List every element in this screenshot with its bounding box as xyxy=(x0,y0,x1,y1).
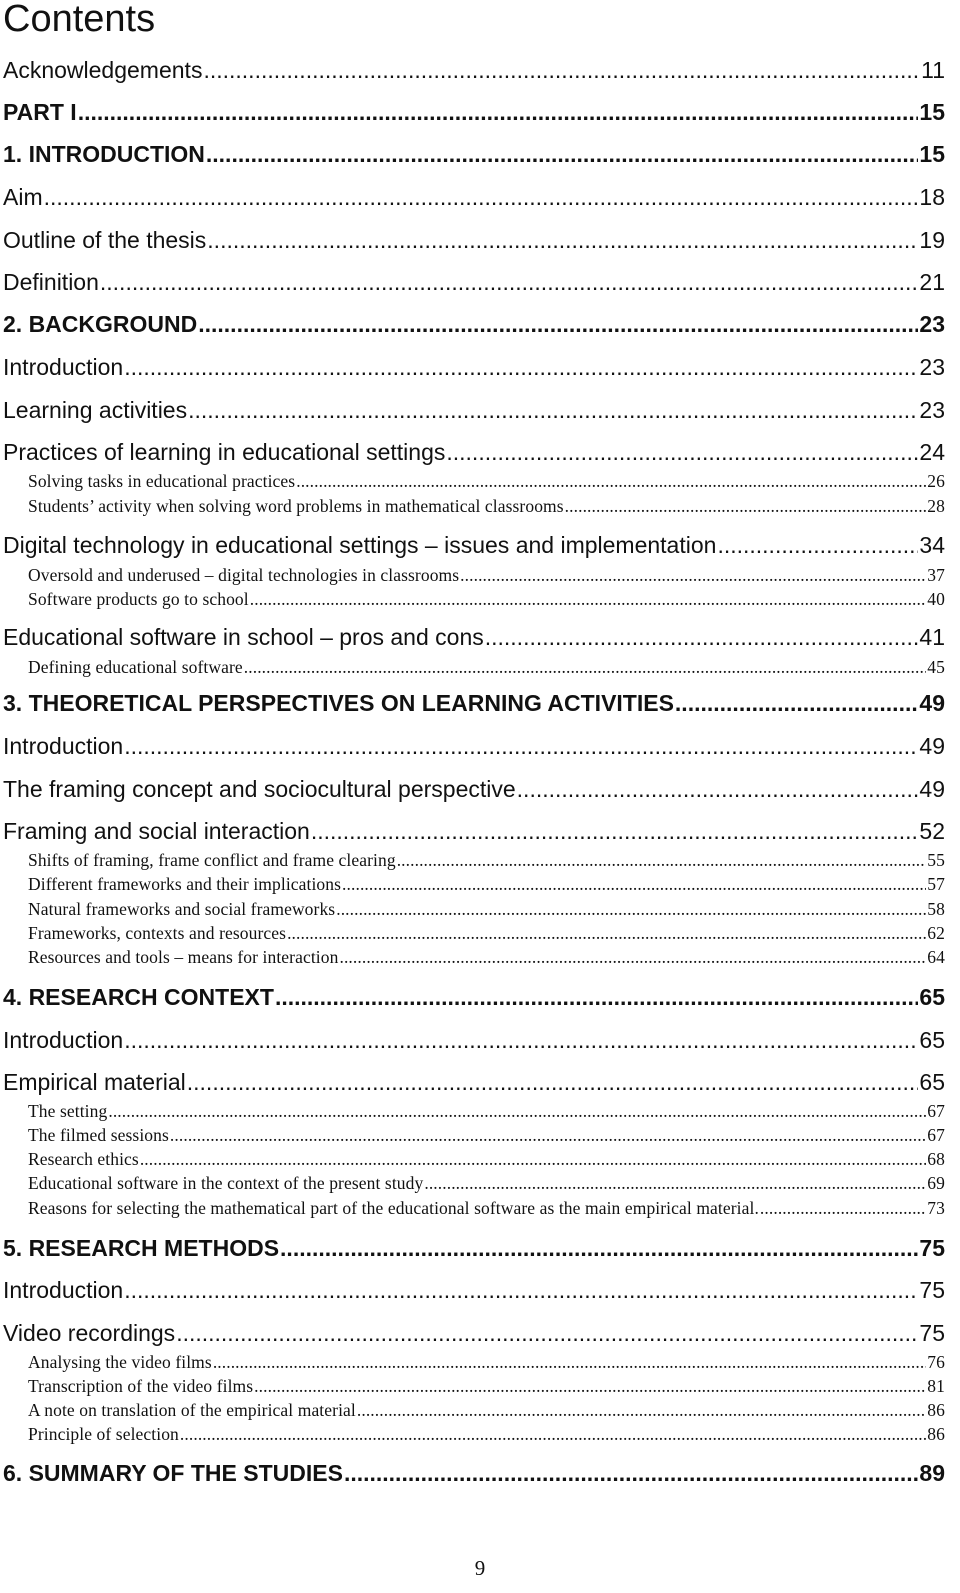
toc-dot-leader xyxy=(280,1233,918,1263)
toc-entry-title: Aim xyxy=(3,184,43,210)
toc-dot-leader xyxy=(180,1423,926,1445)
toc-entry-page: 67 xyxy=(927,1101,945,1121)
toc-entry[interactable] xyxy=(3,139,945,169)
toc-subentry[interactable] xyxy=(28,656,945,678)
toc-entry-title: Students’ activity when solving word problems in mathematical classrooms xyxy=(28,496,564,516)
toc-entry[interactable] xyxy=(3,182,945,212)
toc-entry-title: 1. INTRODUCTION xyxy=(3,141,205,167)
toc-entry[interactable] xyxy=(3,1458,945,1488)
toc-entry-title: Transcription of the video films xyxy=(28,1376,254,1396)
toc-dot-leader xyxy=(424,1172,926,1194)
toc-entry-title: Video recordings xyxy=(3,1320,176,1346)
toc-entry-title: Practices of learning in educational settings xyxy=(3,439,446,465)
toc-entry-page: 62 xyxy=(927,923,945,943)
toc-entry-page: 23 xyxy=(919,354,945,380)
toc-subentry[interactable] xyxy=(28,495,945,517)
toc-entry-page: 15 xyxy=(919,141,945,167)
toc-entry-page: 52 xyxy=(919,818,945,844)
toc-dot-leader xyxy=(44,182,919,212)
toc-entry-title: Educational software in the context of the present study xyxy=(28,1173,424,1193)
toc-subentry[interactable] xyxy=(28,564,945,586)
toc-entry-page: 49 xyxy=(919,776,945,802)
toc-entry-page: 65 xyxy=(919,1069,945,1095)
toc-entry-title: Empirical material xyxy=(3,1069,186,1095)
toc-entry-page: 24 xyxy=(919,439,945,465)
toc-subentry[interactable] xyxy=(28,1351,945,1373)
toc-entry-page: 64 xyxy=(927,947,945,967)
toc-entry[interactable] xyxy=(3,774,945,804)
toc-entry-page: 86 xyxy=(927,1400,945,1420)
toc-entry-title: Frameworks, contexts and resources xyxy=(28,923,287,943)
toc-entry-title: Acknowledgements xyxy=(3,57,203,83)
toc-entry-title: Reasons for selecting the mathematical part of the educational software as the main empirical material. xyxy=(28,1198,759,1218)
toc-entry-page: 65 xyxy=(919,984,945,1010)
toc-entry[interactable] xyxy=(3,1275,945,1305)
toc-entry-title: Definition xyxy=(3,269,99,295)
toc-dot-leader xyxy=(250,588,927,610)
toc-entry-title: The framing concept and sociocultural perspective xyxy=(3,776,516,802)
toc-entry-title: Outline of the thesis xyxy=(3,227,207,253)
toc-entry[interactable] xyxy=(3,1318,945,1348)
toc-subentry[interactable] xyxy=(28,1148,945,1170)
toc-entry-page: 76 xyxy=(927,1352,945,1372)
toc-entry-title: Shifts of framing, frame conflict and frame clearing xyxy=(28,850,396,870)
toc-subentry[interactable] xyxy=(28,946,945,968)
toc-entry-title: PART I xyxy=(3,99,77,125)
toc-dot-leader xyxy=(244,656,927,678)
toc-entry-title: Solving tasks in educational practices xyxy=(28,471,296,491)
toc-entry-title: A note on translation of the empirical material xyxy=(28,1400,356,1420)
toc-entry[interactable] xyxy=(3,1067,945,1097)
toc-dot-leader xyxy=(100,267,919,297)
toc-entry[interactable] xyxy=(3,731,945,761)
toc-subentry[interactable] xyxy=(28,1197,945,1219)
toc-entry-title: Learning activities xyxy=(3,397,188,423)
toc-entry[interactable] xyxy=(3,55,945,85)
toc-entry-title: Analysing the video films xyxy=(28,1352,212,1372)
toc-dot-leader xyxy=(206,139,919,169)
toc-dot-leader xyxy=(188,395,918,425)
toc-entry-page: 65 xyxy=(919,1027,945,1053)
toc-entry[interactable] xyxy=(3,267,945,297)
toc-entry-title: Software products go to school xyxy=(28,589,249,609)
toc-entry-page: 75 xyxy=(919,1320,945,1346)
toc-entry[interactable] xyxy=(3,1025,945,1055)
toc-entry[interactable] xyxy=(3,1233,945,1263)
toc-entry-title: Introduction xyxy=(3,354,124,380)
toc-dot-leader xyxy=(108,1100,926,1122)
toc-entry[interactable] xyxy=(3,352,945,382)
toc-subentry[interactable] xyxy=(28,470,945,492)
page-number: 9 xyxy=(474,1556,486,1580)
toc-dot-leader xyxy=(287,922,926,944)
toc-entry-title: Principle of selection xyxy=(28,1424,179,1444)
toc-dot-leader xyxy=(342,873,926,895)
toc-dot-leader xyxy=(565,495,927,517)
toc-entry-title: The setting xyxy=(28,1101,108,1121)
toc-entry-page: 75 xyxy=(919,1277,945,1303)
toc-entry-title: Different frameworks and their implications xyxy=(28,874,342,894)
toc-dot-leader xyxy=(311,816,919,846)
toc-entry-page: 57 xyxy=(927,874,945,894)
toc-entry-page: 23 xyxy=(919,397,945,423)
toc-entry-page: 73 xyxy=(927,1198,945,1218)
toc-dot-leader xyxy=(485,622,919,652)
toc-entry[interactable] xyxy=(3,97,945,127)
toc-entry-title: 6. SUMMARY OF THE STUDIES xyxy=(3,1460,343,1486)
toc-entry-page: 58 xyxy=(927,899,945,919)
toc-entry-page: 34 xyxy=(919,532,945,558)
toc-entry-page: 86 xyxy=(927,1424,945,1444)
toc-dot-leader xyxy=(213,1351,926,1373)
toc-entry-page: 67 xyxy=(927,1125,945,1145)
toc-dot-leader xyxy=(124,352,918,382)
toc-entry[interactable] xyxy=(3,622,945,652)
toc-entry-page: 40 xyxy=(927,589,945,609)
toc-entry-title: 2. BACKGROUND xyxy=(3,311,198,337)
toc-dot-leader xyxy=(275,982,918,1012)
toc-dot-leader xyxy=(344,1458,918,1488)
toc-entry[interactable] xyxy=(3,437,945,467)
toc-entry-page: 49 xyxy=(919,733,945,759)
toc-entry-title: Defining educational software xyxy=(28,657,243,677)
toc-dot-leader xyxy=(760,1197,926,1219)
toc-dot-leader xyxy=(675,688,918,718)
toc-entry-title: 4. RESEARCH CONTEXT xyxy=(3,984,274,1010)
toc-dot-leader xyxy=(397,849,927,871)
toc-entry[interactable] xyxy=(3,225,945,255)
toc-entry-page: 26 xyxy=(927,471,945,491)
toc-dot-leader xyxy=(207,225,918,255)
toc-dot-leader xyxy=(254,1375,926,1397)
toc-entry-page: 28 xyxy=(927,496,945,516)
toc-dot-leader xyxy=(336,898,926,920)
toc-dot-leader xyxy=(124,1025,918,1055)
toc-subentry[interactable] xyxy=(28,873,945,895)
toc-entry-page: 55 xyxy=(927,850,945,870)
toc-subentry[interactable] xyxy=(28,898,945,920)
toc-dot-leader xyxy=(203,55,920,85)
toc-entry-page: 75 xyxy=(919,1235,945,1261)
toc-entry-title: 3. THEORETICAL PERSPECTIVES ON LEARNING ACTIVITIES xyxy=(3,690,674,716)
toc-subentry[interactable] xyxy=(28,1375,945,1397)
toc-entry-title: Framing and social interaction xyxy=(3,818,310,844)
toc-entry[interactable] xyxy=(3,530,945,560)
toc-dot-leader xyxy=(187,1067,919,1097)
toc-subentry[interactable] xyxy=(28,1100,945,1122)
toc-dot-leader xyxy=(198,309,918,339)
toc-dot-leader xyxy=(517,774,919,804)
toc-entry-page: 19 xyxy=(919,227,945,253)
toc-entry-page: 81 xyxy=(927,1376,945,1396)
toc-dot-leader xyxy=(176,1318,918,1348)
toc-dot-leader xyxy=(170,1124,926,1146)
toc-entry-page: 18 xyxy=(919,184,945,210)
toc-dot-leader xyxy=(460,564,926,586)
toc-entry-page: 21 xyxy=(919,269,945,295)
toc-entry-title: 5. RESEARCH METHODS xyxy=(3,1235,280,1261)
toc-entry-page: 49 xyxy=(919,690,945,716)
toc-entry-title: Digital technology in educational settings – issues and implementation xyxy=(3,532,717,558)
toc-entry-page: 11 xyxy=(921,57,945,83)
toc-entry[interactable] xyxy=(3,395,945,425)
toc-dot-leader xyxy=(124,731,918,761)
toc-subentry[interactable] xyxy=(28,1172,945,1194)
toc-entry-title: Introduction xyxy=(3,733,124,759)
toc-dot-leader xyxy=(124,1275,918,1305)
toc-subentry[interactable] xyxy=(28,588,945,610)
toc-entry-page: 15 xyxy=(919,99,945,125)
toc-subentry[interactable] xyxy=(28,1399,945,1421)
toc-entry-title: The filmed sessions xyxy=(28,1125,169,1145)
toc-entry-title: Introduction xyxy=(3,1277,124,1303)
toc-entry-title: Research ethics xyxy=(28,1149,139,1169)
toc-dot-leader xyxy=(339,946,926,968)
toc-entry-page: 89 xyxy=(919,1460,945,1486)
toc-subentry[interactable] xyxy=(28,1124,945,1146)
toc-entry-page: 45 xyxy=(927,657,945,677)
toc-entry-title: Introduction xyxy=(3,1027,124,1053)
toc-entry-title: Resources and tools – means for interaction xyxy=(28,947,339,967)
toc-entry[interactable] xyxy=(3,309,945,339)
toc-dot-leader xyxy=(717,530,918,560)
toc-dot-leader xyxy=(357,1399,926,1421)
toc-entry-page: 37 xyxy=(927,565,945,585)
toc-entry-page: 23 xyxy=(919,311,945,337)
toc-subentry[interactable] xyxy=(28,849,945,871)
toc-entry-title: Oversold and underused – digital technologies in classrooms xyxy=(28,565,460,585)
toc-subentry[interactable] xyxy=(28,1423,945,1445)
toc-entry[interactable] xyxy=(3,982,945,1012)
toc-entry-title: Natural frameworks and social frameworks xyxy=(28,899,336,919)
toc-entry-page: 69 xyxy=(927,1173,945,1193)
toc-entry[interactable] xyxy=(3,688,945,718)
toc-dot-leader xyxy=(296,470,926,492)
toc-dot-leader xyxy=(446,437,918,467)
toc-entry-page: 41 xyxy=(919,624,945,650)
toc-entry-page: 68 xyxy=(927,1149,945,1169)
toc-dot-leader xyxy=(78,97,919,127)
toc-entry-title: Educational software in school – pros and cons xyxy=(3,624,484,650)
page-title: Contents xyxy=(3,0,156,40)
toc-entry[interactable] xyxy=(3,816,945,846)
toc-dot-leader xyxy=(140,1148,926,1170)
toc-subentry[interactable] xyxy=(28,922,945,944)
